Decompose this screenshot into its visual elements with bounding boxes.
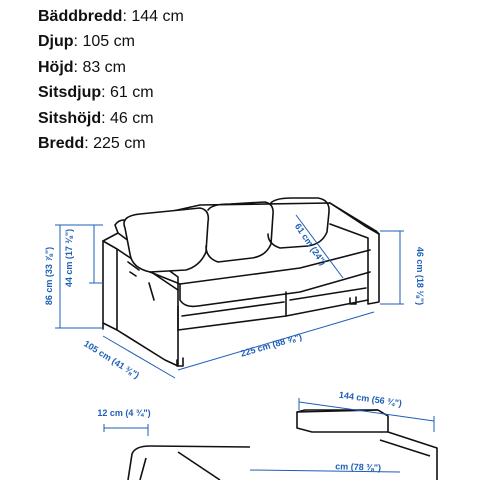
dim-seat-height: 46 cm (18 ⅛") <box>415 246 425 306</box>
spec-height: Höjd: 83 cm <box>38 58 127 76</box>
spec-seat-depth: Sitsdjup: 61 cm <box>38 84 154 102</box>
spec-width: Bredd: 225 cm <box>38 135 146 153</box>
spec-label: Bredd <box>38 135 85 153</box>
dim-bed-width: 144 cm (56 ¾") <box>338 389 403 409</box>
spec-label: Sitsdjup <box>38 84 102 102</box>
spec-seat-height: Sitshöjd: 46 cm <box>38 109 154 127</box>
spec-depth: Djup: 105 cm <box>38 33 135 51</box>
spec-value: 105 cm <box>82 33 135 51</box>
spec-value: 225 cm <box>93 135 146 153</box>
spec-value: 83 cm <box>82 58 127 76</box>
dim-bed-length: cm (78 ⅜") <box>335 461 382 473</box>
dim-width: 225 cm (88 ⅝") <box>239 331 303 359</box>
spec-bed-width: Bäddbredd: 144 cm <box>38 8 184 25</box>
dim-mattress-thickness: 12 cm (4 ¾") <box>97 408 151 418</box>
dim-backrest-height: 44 cm (17 ⅜") <box>64 228 74 288</box>
sofa-illustration <box>103 198 379 366</box>
spec-value: 46 cm <box>110 109 154 127</box>
spec-label: Bäddbredd <box>38 8 123 25</box>
bed-illustration <box>128 410 437 480</box>
spec-label: Djup <box>38 33 74 51</box>
spec-label: Höjd <box>38 58 74 76</box>
spec-label: Sitshöjd <box>38 109 102 127</box>
dim-total-height: 86 cm (33 ⅞") <box>44 246 54 306</box>
dim-seat-depth: 61 cm (24") <box>292 221 329 268</box>
spec-value: 61 cm <box>110 84 154 102</box>
dim-depth: 105 cm (41 ⅜") <box>82 338 142 381</box>
spec-value: 144 cm <box>131 8 184 25</box>
